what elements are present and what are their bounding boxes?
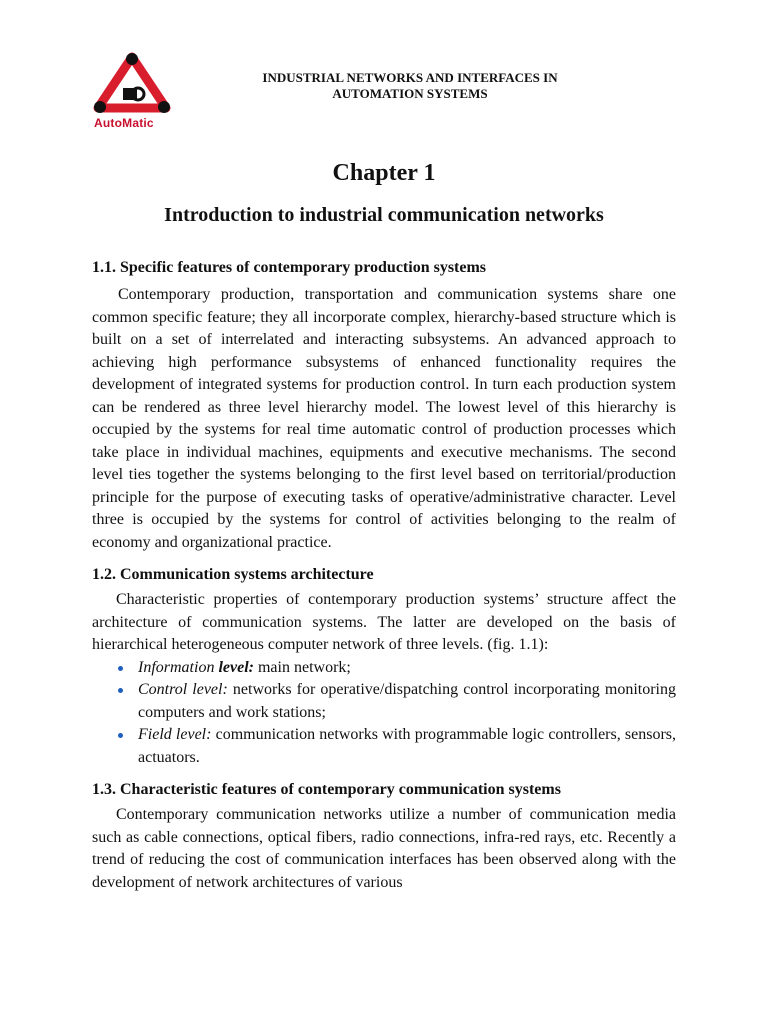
list-item-label-bold: level: (218, 658, 254, 676)
document-header (200, 70, 620, 102)
section-heading-1-1: 1.1. Specific features of contemporary production systems (92, 259, 487, 276)
section-heading-1-2: 1.2. Communication systems architecture (92, 566, 374, 583)
list-item-label: Information (138, 658, 219, 676)
document-body (92, 257, 676, 894)
header-title-line1: INDUSTRIAL NETWORKS AND INTERFACES IN (262, 70, 558, 85)
list-item-text: communication networks with programmable logic controllers, sensors, actuators. (138, 726, 676, 766)
header-title-line2: AUTOMATION SYSTEMS (332, 86, 488, 101)
chapter-title: Introduction to industrial communication networks (164, 204, 604, 226)
logo-node-left (94, 101, 106, 113)
logo-node-top (126, 53, 138, 65)
logo-node-right (158, 101, 170, 113)
list-item (92, 679, 676, 724)
section-paragraph-1-2: Characteristic properties of contemporary production systems’ structure affect the architecture of communication systems. The latter are developed on the basis of hierarchical heterogeneous computer network of three levels. (fig. 1.1): (92, 591, 676, 653)
logo-text: AutoMatic (94, 116, 154, 130)
list-item-text: networks for operative/dispatching control incorporating monitoring computers and work stations; (138, 681, 677, 721)
list-item-label: Field level: (138, 726, 212, 743)
list-item (92, 657, 676, 680)
chapter-label: Chapter 1 (332, 160, 436, 186)
section-heading-1-3: 1.3. Characteristic features of contemporary communication systems (92, 781, 561, 798)
list-item-label: Control level: (138, 681, 228, 698)
list-item (92, 724, 676, 769)
network-levels-list (92, 657, 676, 770)
section-paragraph-1-1: Contemporary production, transportation and communication systems share one common specific feature; they all incorporate complex, hierarchy-based structure which is built on a set of interrelated and interacting subsystems. An advanced approach to achieving high performance subsystems of enhanced functionality requires the development of integrated systems for production control. In turn each production system can be rendered as three level hierarchy model. The lowest level of this hierarchy is occupied by the systems for real time automatic control of production processes which take place in individual machines, equipments and executive mechanisms. The second level ties together the systems belonging to the first level based on territorial/production principle for the purpose of executing tasks of operative/administrative character. Level three is occupied by the systems for control of activities belonging to the realm of economy and organizational practice. (92, 286, 676, 551)
section-paragraph-1-3: Contemporary communication networks utilize a number of communication media such as cable connections, optical fibers, radio connections, infra-red rays, etc. Recently a trend of reducing the cost of communication interfaces has been observed along with the development of network architectures of various (92, 806, 676, 891)
list-item-text: main network; (253, 658, 351, 676)
